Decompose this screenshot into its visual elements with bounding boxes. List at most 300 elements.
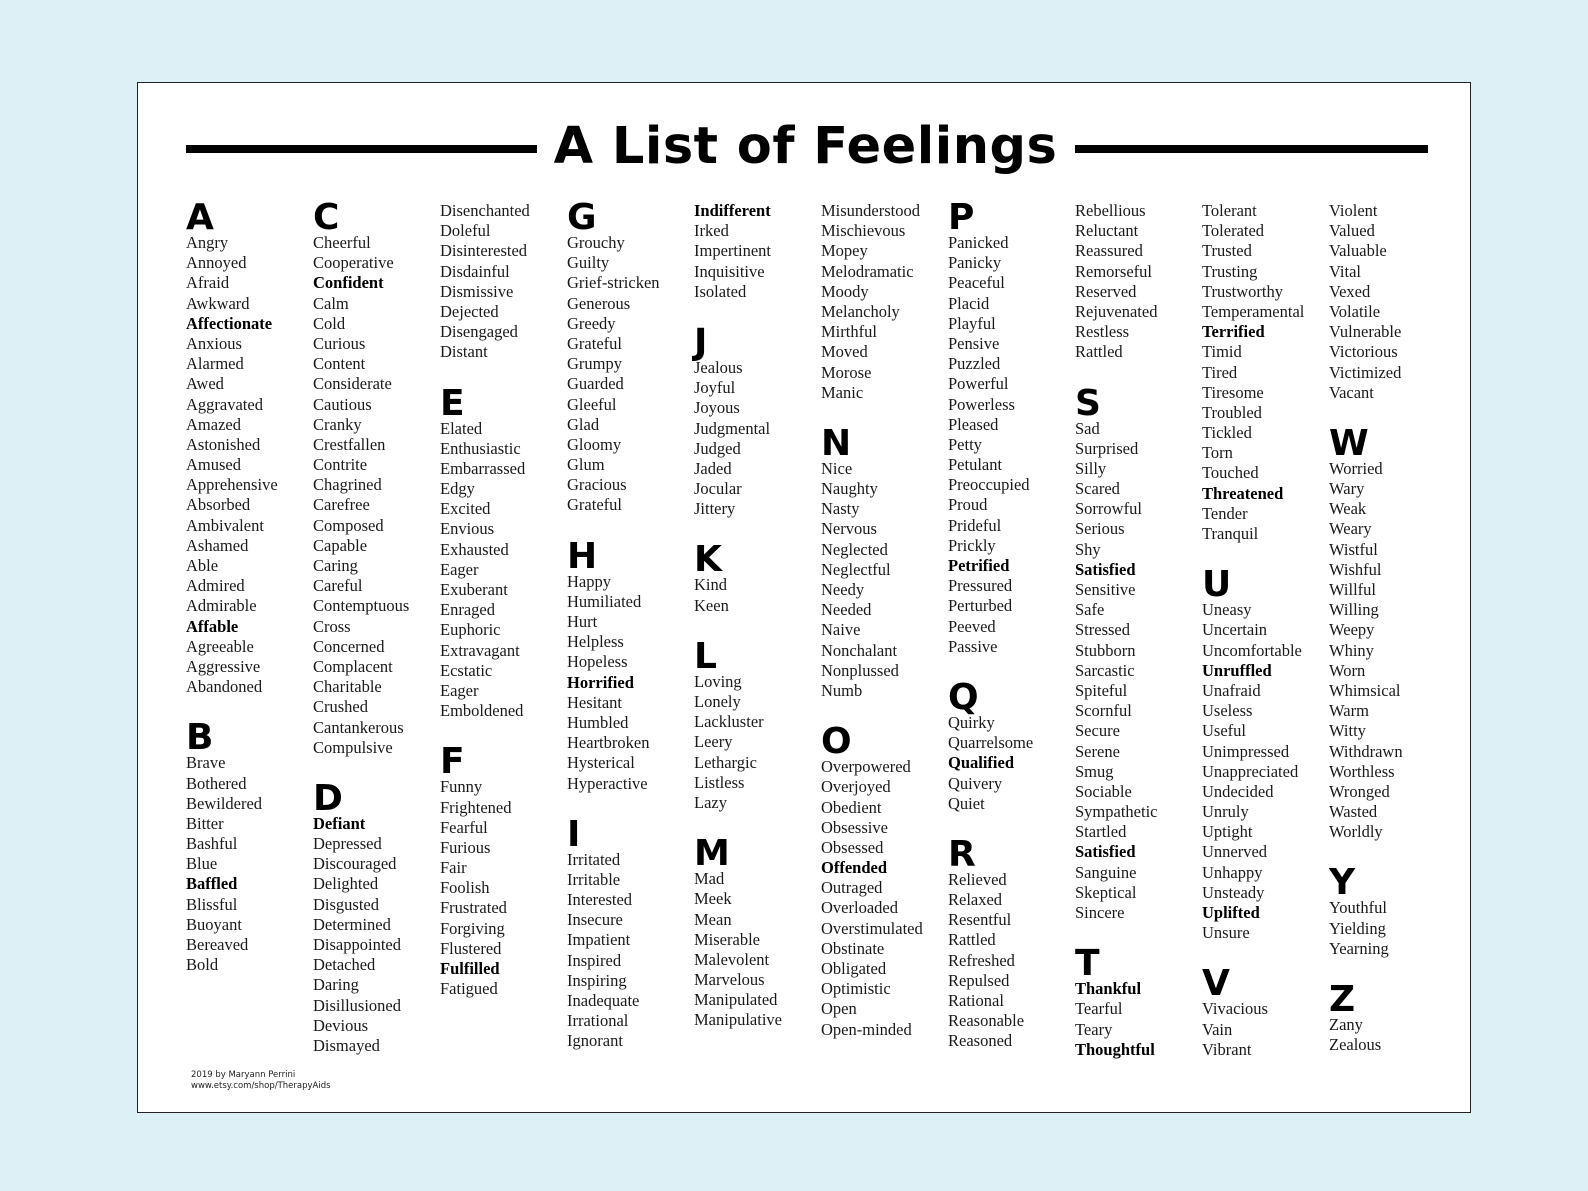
feeling-word: Blue xyxy=(186,854,218,874)
feeling-word: Victorious xyxy=(1329,342,1398,362)
feeling-word: Grouchy xyxy=(567,233,625,252)
feeling-word: Discouraged xyxy=(313,854,397,874)
feeling-word: Capable xyxy=(313,535,368,555)
feeling-word: Temperamental xyxy=(1202,301,1305,321)
section-g xyxy=(567,197,695,516)
column-4 xyxy=(567,197,695,1052)
feeling-word: Glad xyxy=(567,414,600,434)
section-letter: H xyxy=(567,535,598,577)
word-list xyxy=(440,777,568,999)
feeling-word: Enraged xyxy=(440,600,495,620)
section-h xyxy=(567,535,695,794)
credit-author: 2019 by Maryann Perrini xyxy=(191,1070,296,1080)
feeling-word: Neglectful xyxy=(821,559,891,579)
word-list xyxy=(440,201,568,363)
feeling-word: Torn xyxy=(1202,443,1233,463)
feeling-word: Crestfallen xyxy=(313,434,386,454)
section-b xyxy=(186,717,314,975)
feeling-word: Unappreciated xyxy=(1202,761,1299,781)
credit-url: www.etsy.com/shop/TherapyAids xyxy=(191,1081,331,1091)
feeling-word: Zany xyxy=(1329,1015,1363,1034)
feeling-word: Nonchalant xyxy=(821,640,898,660)
word-list xyxy=(1329,201,1457,403)
feeling-word: Vital xyxy=(1329,261,1362,281)
feeling-word: Careful xyxy=(313,576,363,596)
feeling-word: Reasoned xyxy=(948,1031,1013,1051)
feeling-word: Naughty xyxy=(821,479,878,499)
section-k xyxy=(694,539,822,615)
feeling-word: Daring xyxy=(313,975,359,995)
feeling-word: Whiny xyxy=(1329,640,1374,660)
section-letter: S xyxy=(1075,382,1101,424)
feeling-word: Panicked xyxy=(948,233,1009,252)
section-letter: N xyxy=(821,422,852,464)
feeling-word: Nervous xyxy=(821,519,877,539)
feeling-word: Defiant xyxy=(313,813,366,833)
feeling-word: Tired xyxy=(1202,362,1238,382)
feeling-word: Serious xyxy=(1075,519,1125,539)
feeling-word: Excited xyxy=(440,499,491,519)
word-list xyxy=(948,713,1076,814)
feeling-word: Disengaged xyxy=(440,322,518,342)
feeling-word: Wary xyxy=(1329,479,1365,499)
feeling-word: Kind xyxy=(694,575,727,595)
feeling-word: Absorbed xyxy=(186,495,251,515)
feeling-word: Bold xyxy=(186,955,219,975)
feeling-word: Overloaded xyxy=(821,898,898,918)
feeling-word: Hyperactive xyxy=(567,773,648,793)
feeling-word: Cantankerous xyxy=(313,717,404,737)
feeling-word: Mischievous xyxy=(821,221,906,241)
feeling-word: Contrite xyxy=(313,455,368,475)
feeling-word: Enthusiastic xyxy=(440,438,521,458)
feeling-word: Touched xyxy=(1202,463,1259,483)
feeling-word: Prickly xyxy=(948,535,996,555)
feeling-word: Undecided xyxy=(1202,781,1274,801)
word-list xyxy=(567,850,695,1052)
feeling-word: Helpless xyxy=(567,632,624,652)
feeling-word: Quarrelsome xyxy=(948,733,1034,753)
feeling-word: Brave xyxy=(186,753,226,773)
feeling-word: Dismissive xyxy=(440,281,514,301)
section-letter: Y xyxy=(1329,862,1356,904)
feeling-word: Judgmental xyxy=(694,418,771,438)
feeling-word: Wronged xyxy=(1329,781,1390,801)
feeling-word: Hysterical xyxy=(567,753,635,773)
feeling-word: Ecstatic xyxy=(440,660,493,680)
feeling-word: Baffled xyxy=(186,874,238,894)
word-list xyxy=(186,753,314,975)
section-letter: P xyxy=(948,197,975,238)
feeling-word: Fearful xyxy=(440,817,488,837)
feeling-word: Placid xyxy=(948,293,990,313)
feeling-word: Concerned xyxy=(313,636,385,656)
feeling-word: Mad xyxy=(694,869,725,889)
feeling-word: Relieved xyxy=(948,869,1007,889)
feeling-word: Disillusioned xyxy=(313,995,402,1015)
column-5 xyxy=(694,201,822,1031)
feeling-word: Happy xyxy=(567,571,611,591)
feeling-word: Obsessive xyxy=(821,817,888,837)
section-letter: K xyxy=(694,539,722,581)
feeling-word: Curious xyxy=(313,333,366,353)
feeling-word: Pensive xyxy=(948,333,1000,353)
word-list xyxy=(313,814,441,1056)
feeling-word: Astonished xyxy=(186,434,261,454)
feeling-word: Spiteful xyxy=(1075,680,1128,700)
feeling-word: Unruly xyxy=(1202,802,1249,822)
word-list xyxy=(313,233,441,758)
feelings-poster xyxy=(137,82,1471,1113)
feeling-word: Irrational xyxy=(567,1011,629,1031)
word-list xyxy=(1075,979,1203,1060)
feeling-word: Silly xyxy=(1075,458,1107,478)
section-t xyxy=(1075,943,1203,1060)
feeling-word: Cautious xyxy=(313,394,372,414)
feeling-word: Lazy xyxy=(694,792,727,812)
feeling-word: Grateful xyxy=(567,495,622,515)
feeling-word: Bereaved xyxy=(186,935,249,954)
column-7 xyxy=(948,197,1076,1052)
feeling-word: Distant xyxy=(440,342,488,362)
feeling-word: Pleased xyxy=(948,414,999,434)
page-title: A List of Feelings xyxy=(553,117,1058,176)
feeling-word: Impatient xyxy=(567,930,631,950)
feeling-word: Jittery xyxy=(694,499,736,519)
feeling-word: Violent xyxy=(1329,201,1378,220)
section-f xyxy=(440,741,568,999)
feeling-word: Relaxed xyxy=(948,890,1003,910)
feeling-word: Panicky xyxy=(948,253,1002,273)
feeling-word: Quiet xyxy=(948,793,985,813)
feeling-word: Willing xyxy=(1329,600,1379,620)
feeling-word: Surprised xyxy=(1075,438,1139,458)
word-list xyxy=(186,233,314,697)
feeling-word: Vibrant xyxy=(1202,1039,1252,1059)
feeling-word: Caring xyxy=(313,556,358,575)
feeling-word: Emboldened xyxy=(440,701,524,721)
feeling-word: Satisfied xyxy=(1075,559,1136,579)
feeling-word: Restless xyxy=(1075,322,1130,342)
section-u xyxy=(1202,564,1330,943)
feeling-word: Guilty xyxy=(567,253,610,273)
feeling-word: Edgy xyxy=(440,479,475,499)
feeling-word: Composed xyxy=(313,515,384,535)
column-1 xyxy=(186,197,314,975)
feeling-word: Cold xyxy=(313,313,346,333)
word-list xyxy=(821,757,949,1040)
feeling-word: Disdainful xyxy=(440,261,510,281)
word-list xyxy=(694,358,822,520)
feeling-word: Calm xyxy=(313,293,349,313)
feeling-word: Nice xyxy=(821,458,853,478)
feeling-word: Whimsical xyxy=(1329,680,1401,700)
feeling-word: Vivacious xyxy=(1202,999,1268,1019)
feeling-word: Overpowered xyxy=(821,757,911,777)
feeling-word: Quivery xyxy=(948,773,1003,793)
feeling-word: Bitter xyxy=(186,813,224,833)
feeling-word: Obligated xyxy=(821,959,887,978)
section-q xyxy=(948,676,1076,814)
feeling-word: Sincere xyxy=(1075,903,1125,922)
section-w xyxy=(1329,422,1457,843)
feeling-word: Euphoric xyxy=(440,620,501,640)
feeling-word: Useless xyxy=(1202,701,1253,721)
feeling-word: Manic xyxy=(821,382,864,402)
feeling-word: Proud xyxy=(948,495,988,515)
feeling-word: Irked xyxy=(694,221,729,241)
feeling-word: Playful xyxy=(948,313,996,333)
feeling-word: Tearful xyxy=(1075,999,1123,1019)
section-v xyxy=(1202,963,1330,1060)
feeling-word: Chagrined xyxy=(313,475,382,495)
feeling-word: Interested xyxy=(567,890,633,910)
feeling-word: Listless xyxy=(694,772,745,792)
credit xyxy=(191,1070,331,1092)
section-p xyxy=(948,197,1076,657)
feeling-word: Worn xyxy=(1329,660,1366,680)
feeling-word: Thoughtful xyxy=(1075,1039,1155,1059)
feeling-word: Worthless xyxy=(1329,761,1395,781)
word-list xyxy=(1329,898,1457,959)
feeling-word: Cheerful xyxy=(313,233,371,252)
feeling-word: Blissful xyxy=(186,894,238,914)
feeling-word: Contemptuous xyxy=(313,596,410,616)
feeling-word: Joyous xyxy=(694,398,740,418)
feeling-word: Alarmed xyxy=(186,354,244,374)
feeling-word: Humiliated xyxy=(567,591,642,611)
feeling-word: Stubborn xyxy=(1075,640,1136,660)
feeling-word: Weary xyxy=(1329,519,1372,539)
feeling-word: Forgiving xyxy=(440,918,505,938)
feeling-word: Grateful xyxy=(567,333,622,353)
feeling-word: Mopey xyxy=(821,241,868,261)
feeling-word: Meek xyxy=(694,889,732,909)
section-a xyxy=(186,197,314,697)
feeling-word: Impertinent xyxy=(694,241,771,261)
feeling-word: Neglected xyxy=(821,539,888,559)
feeling-word: Extravagant xyxy=(440,640,520,660)
feeling-word: Ashamed xyxy=(186,535,249,555)
feeling-word: Jealous xyxy=(694,357,743,377)
feeling-word: Moody xyxy=(821,281,869,301)
feeling-word: Unnerved xyxy=(1202,842,1268,862)
feeling-word: Awed xyxy=(186,374,224,394)
feeling-word: Sympathetic xyxy=(1075,802,1158,822)
feeling-word: Disenchanted xyxy=(440,201,530,220)
feeling-word: Rebellious xyxy=(1075,201,1146,220)
section-e xyxy=(440,382,568,722)
feeling-word: Elated xyxy=(440,418,483,438)
feeling-word: Optimistic xyxy=(821,979,891,999)
feeling-word: Trusted xyxy=(1202,241,1252,261)
feeling-word: Cranky xyxy=(313,414,362,434)
section-letter: T xyxy=(1075,943,1100,985)
feeling-word: Puzzled xyxy=(948,354,1001,374)
feeling-word: Exhausted xyxy=(440,539,509,559)
section-continued-8 xyxy=(1075,201,1203,363)
feeling-word: Guarded xyxy=(567,374,624,394)
feeling-word: Grief-stricken xyxy=(567,273,660,293)
feeling-word: Eager xyxy=(440,559,479,579)
feeling-word: Willful xyxy=(1329,580,1376,599)
section-d xyxy=(313,777,441,1056)
section-letter: I xyxy=(567,813,581,855)
feeling-word: Leery xyxy=(694,732,733,752)
section-m xyxy=(694,833,822,1031)
word-list xyxy=(1075,419,1203,924)
feeling-word: Powerful xyxy=(948,374,1009,394)
feeling-word: Eager xyxy=(440,680,479,700)
feeling-word: Cooperative xyxy=(313,253,394,273)
feeling-word: Valuable xyxy=(1329,241,1387,261)
feeling-word: Thankful xyxy=(1075,979,1142,999)
feeling-word: Wistful xyxy=(1329,539,1378,559)
feeling-word: Secure xyxy=(1075,721,1120,741)
feeling-word: Embarrassed xyxy=(440,458,526,478)
feeling-word: Startled xyxy=(1075,822,1127,842)
feeling-word: Affable xyxy=(186,616,239,636)
feeling-word: Lonely xyxy=(694,692,741,711)
feeling-word: Serene xyxy=(1075,741,1120,761)
feeling-word: Fair xyxy=(440,858,467,878)
word-list xyxy=(1329,1015,1457,1055)
feeling-word: Uncomfortable xyxy=(1202,640,1302,660)
column-10 xyxy=(1329,201,1457,1055)
feeling-word: Petty xyxy=(948,434,982,454)
feeling-word: Considerate xyxy=(313,374,392,394)
word-list xyxy=(821,459,949,701)
section-l xyxy=(694,635,822,813)
feeling-word: Ambivalent xyxy=(186,515,264,535)
feeling-word: Prideful xyxy=(948,515,1002,535)
feeling-word: Loving xyxy=(694,671,742,691)
feeling-word: Naive xyxy=(821,620,861,640)
feeling-word: Frightened xyxy=(440,797,512,817)
feeling-word: Depressed xyxy=(313,834,382,854)
feeling-word: Open-minded xyxy=(821,1019,912,1039)
section-letter: U xyxy=(1202,564,1232,606)
section-n xyxy=(821,422,949,701)
feeling-word: Angry xyxy=(186,233,229,252)
feeling-word: Refreshed xyxy=(948,950,1015,970)
feeling-word: Crushed xyxy=(313,697,368,717)
feeling-word: Tolerated xyxy=(1202,221,1265,241)
feeling-word: Annoyed xyxy=(186,253,247,273)
feeling-word: Miserable xyxy=(694,929,760,949)
feeling-word: Overjoyed xyxy=(821,777,891,797)
feeling-word: Hopeless xyxy=(567,652,628,672)
section-i xyxy=(567,813,695,1052)
feeling-word: Sorrowful xyxy=(1075,499,1142,519)
feeling-word: Obsessed xyxy=(821,837,884,857)
section-letter: B xyxy=(186,717,214,759)
feeling-word: Detached xyxy=(313,955,376,975)
feeling-word: Rational xyxy=(948,991,1004,1010)
feeling-word: Grumpy xyxy=(567,354,622,374)
feeling-word: Admirable xyxy=(186,596,257,616)
feeling-word: Stressed xyxy=(1075,620,1130,640)
feeling-word: Unafraid xyxy=(1202,680,1261,700)
feeling-word: Gleeful xyxy=(567,394,617,414)
feeling-word: Abandoned xyxy=(186,677,263,697)
feeling-word: Funny xyxy=(440,777,483,797)
feeling-word: Peeved xyxy=(948,616,996,636)
column-8 xyxy=(1075,201,1203,1060)
feeling-word: Worried xyxy=(1329,458,1383,478)
feeling-word: Envious xyxy=(440,519,495,539)
feeling-word: Tranquil xyxy=(1202,524,1259,543)
feeling-word: Unimpressed xyxy=(1202,741,1290,761)
word-list xyxy=(1329,459,1457,843)
feeling-word: Unsteady xyxy=(1202,882,1265,902)
feeling-word: Obedient xyxy=(821,797,882,817)
feeling-word: Dejected xyxy=(440,301,499,321)
feeling-word: Content xyxy=(313,354,366,374)
feeling-word: Troubled xyxy=(1202,402,1262,422)
word-list xyxy=(694,672,822,813)
feeling-word: Moved xyxy=(821,342,868,362)
feeling-word: Disappointed xyxy=(313,935,401,954)
section-letter: V xyxy=(1202,963,1230,1005)
section-letter: C xyxy=(313,197,340,238)
feeling-word: Unruffled xyxy=(1202,660,1272,680)
feeling-word: Gracious xyxy=(567,475,627,495)
feeling-word: Uplifted xyxy=(1202,903,1260,922)
section-r xyxy=(948,833,1076,1052)
feeling-word: Mirthful xyxy=(821,322,877,342)
section-letter: G xyxy=(567,197,597,238)
feeling-word: Needed xyxy=(821,600,872,620)
feeling-word: Vacant xyxy=(1329,382,1374,402)
feeling-word: Confident xyxy=(313,273,384,293)
feeling-word: Furious xyxy=(440,837,491,857)
word-list xyxy=(694,201,822,302)
feeling-word: Remorseful xyxy=(1075,261,1152,281)
feeling-word: Scared xyxy=(1075,479,1120,499)
title-rule-left xyxy=(186,145,537,153)
feeling-word: Trustworthy xyxy=(1202,281,1283,301)
feeling-word: Yielding xyxy=(1329,918,1386,938)
feeling-word: Hurt xyxy=(567,612,598,631)
feeling-word: Offended xyxy=(821,858,887,878)
feeling-word: Preoccupied xyxy=(948,475,1030,495)
feeling-word: Qualified xyxy=(948,753,1015,773)
feeling-word: Manipulative xyxy=(694,1010,782,1030)
feeling-word: Nonplussed xyxy=(821,660,899,680)
word-list xyxy=(567,572,695,794)
section-c xyxy=(313,197,441,758)
feeling-word: Tiresome xyxy=(1202,382,1264,402)
feeling-word: Terrified xyxy=(1202,322,1265,342)
feeling-word: Judged xyxy=(694,438,741,458)
feeling-word: Humbled xyxy=(567,712,629,732)
feeling-word: Jaded xyxy=(694,458,732,478)
feeling-word: Glum xyxy=(567,455,605,475)
feeling-word: Outraged xyxy=(821,878,883,898)
feeling-word: Generous xyxy=(567,293,631,313)
feeling-word: Vexed xyxy=(1329,281,1371,301)
feeling-word: Sanguine xyxy=(1075,862,1137,882)
feeling-word: Inquisitive xyxy=(694,261,765,281)
feeling-word: Worldly xyxy=(1329,822,1383,842)
feeling-word: Irritated xyxy=(567,849,621,869)
column-6 xyxy=(821,201,949,1040)
word-list xyxy=(1075,201,1203,363)
section-letter: F xyxy=(440,741,465,783)
section-letter: Q xyxy=(948,676,979,718)
feeling-word: Indifferent xyxy=(694,201,771,220)
